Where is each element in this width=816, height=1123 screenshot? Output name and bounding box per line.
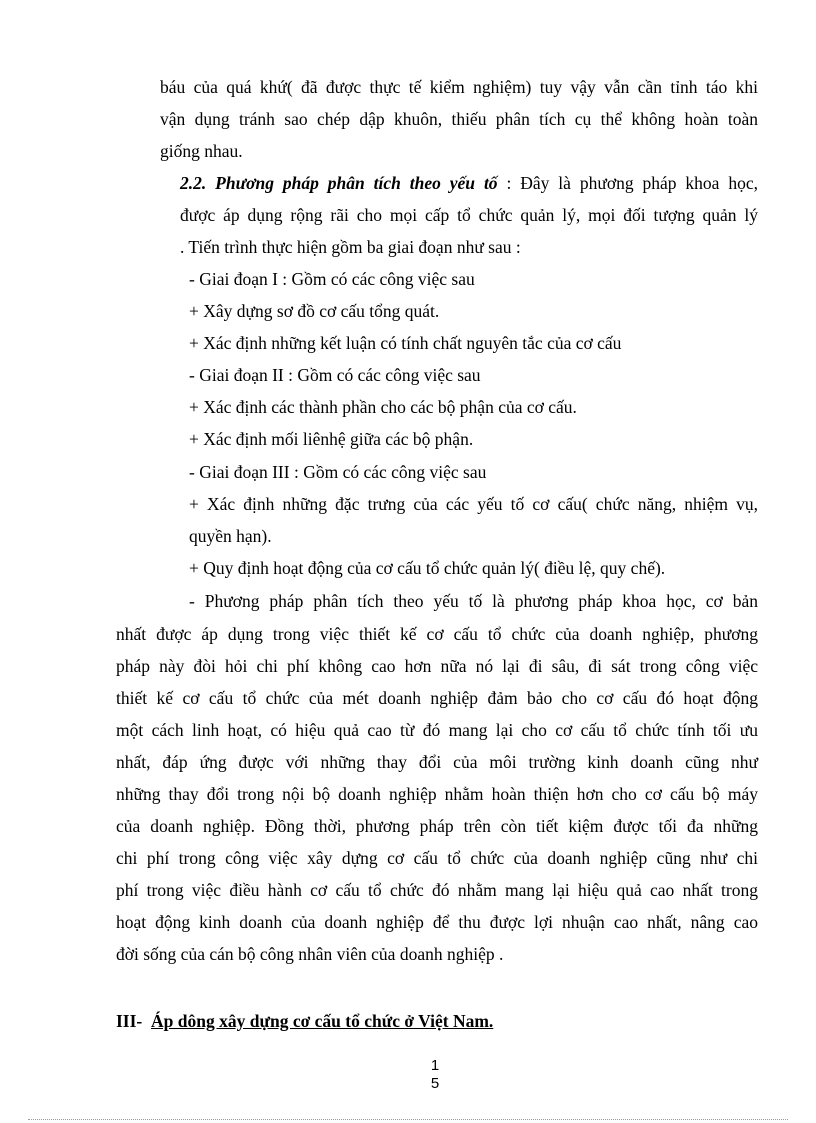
intro-line-3: giống nhau. (160, 141, 243, 161)
step-item: + Quy định hoạt động của cơ cấu tổ chức quản lý( điều lệ, quy chế). (189, 558, 666, 578)
step-phase-3: - Giai đoạn III : Gồm có các công việc sau (189, 462, 487, 482)
conclusion-line: một cách linh hoạt, có hiệu quả cao từ đó mang lại cho cơ cấu tổ chức tính tối ưu (116, 720, 758, 740)
conclusion-line: của doanh nghiệp. Đồng thời, phương pháp trên còn tiết kiệm được tối đa những (116, 816, 758, 836)
conclusion-line-last: đời sống của cán bộ công nhân viên của doanh nghiệp . (116, 944, 504, 964)
section-2-2-line-1 (180, 172, 758, 194)
section-iii-numeral: III- (116, 1011, 143, 1031)
section-iii-heading (116, 1010, 493, 1032)
section-2-2-title: 2.2. Phương pháp phân tích theo yếu tố (180, 173, 498, 193)
page-number-digit-1: 1 (430, 1057, 440, 1074)
step-item: + Xác định những kết luận có tính chất nguyên tắc của cơ cấu (189, 333, 622, 353)
step-phase-1: - Giai đoạn I : Gồm có các công việc sau (189, 269, 475, 289)
conclusion-line: pháp này đòi hỏi chi phí không cao hơn nữa nó lại đi sâu, đi sát trong công việc (116, 656, 758, 676)
conclusion-line: nhất, đáp ứng được với những thay đổi của môi trường kinh doanh cũng như (116, 752, 758, 772)
step-phase-2: - Giai đoạn II : Gồm có các công việc sau (189, 365, 481, 385)
intro-line-1: báu của quá khứ( đã được thực tế kiểm nghiệm) tuy vậy vẫn cần tỉnh táo khi (160, 77, 758, 97)
intro-line-2: vận dụng tránh sao chép dập khuôn, thiếu phân tích cụ thể không hoàn toàn (160, 109, 758, 129)
step-item-continued: quyền hạn). (189, 526, 272, 546)
page-number-digit-2: 5 (430, 1075, 440, 1092)
step-item: + Xây dựng sơ đồ cơ cấu tổng quát. (189, 301, 440, 321)
section-2-2-intro: : Đây là phương pháp khoa học, (497, 173, 758, 193)
step-item: + Xác định những đặc trưng của các yếu tố cơ cấu( chức năng, nhiệm vụ, (189, 494, 758, 514)
section-2-2-line-2: được áp dụng rộng rãi cho mọi cấp tổ chức quản lý, mọi đối tượng quản lý (180, 205, 758, 225)
conclusion-line: những thay đổi trong nội bộ doanh nghiệp nhằm hoàn thiện hơn cho cơ cấu bộ máy (116, 784, 758, 804)
conclusion-line: nhất được áp dụng trong việc thiết kế cơ cấu tổ chức của doanh nghiệp, phương (116, 624, 758, 644)
conclusion-line: chi phí trong công việc xây dựng cơ cấu tổ chức của doanh nghiệp cũng như chi (116, 848, 758, 868)
conclusion-line: hoạt động kinh doanh của doanh nghiệp để thu được lợi nhuận cao nhất, nâng cao (116, 912, 758, 932)
section-2-2-line-3: . Tiến trình thực hiện gồm ba giai đoạn như sau : (180, 237, 521, 257)
step-item: + Xác định mối liênhệ giữa các bộ phận. (189, 429, 474, 449)
section-iii-title: Áp dông xây dựng cơ cấu tổ chức ở Việt Nam. (151, 1011, 494, 1031)
conclusion-line: phí trong việc điều hành cơ cấu tổ chức đó nhằm mang lại hiệu quả cao nhất trong (116, 880, 758, 900)
conclusion-line: thiết kế cơ cấu tổ chức của mét doanh nghiệp đảm bảo cho cơ cấu đó hoạt động (116, 688, 758, 708)
page-bottom-rule (28, 1119, 788, 1120)
step-item: + Xác định các thành phần cho các bộ phận của cơ cấu. (189, 397, 577, 417)
conclusion-line: - Phương pháp phân tích theo yếu tố là phương pháp khoa học, cơ bản (189, 591, 758, 611)
